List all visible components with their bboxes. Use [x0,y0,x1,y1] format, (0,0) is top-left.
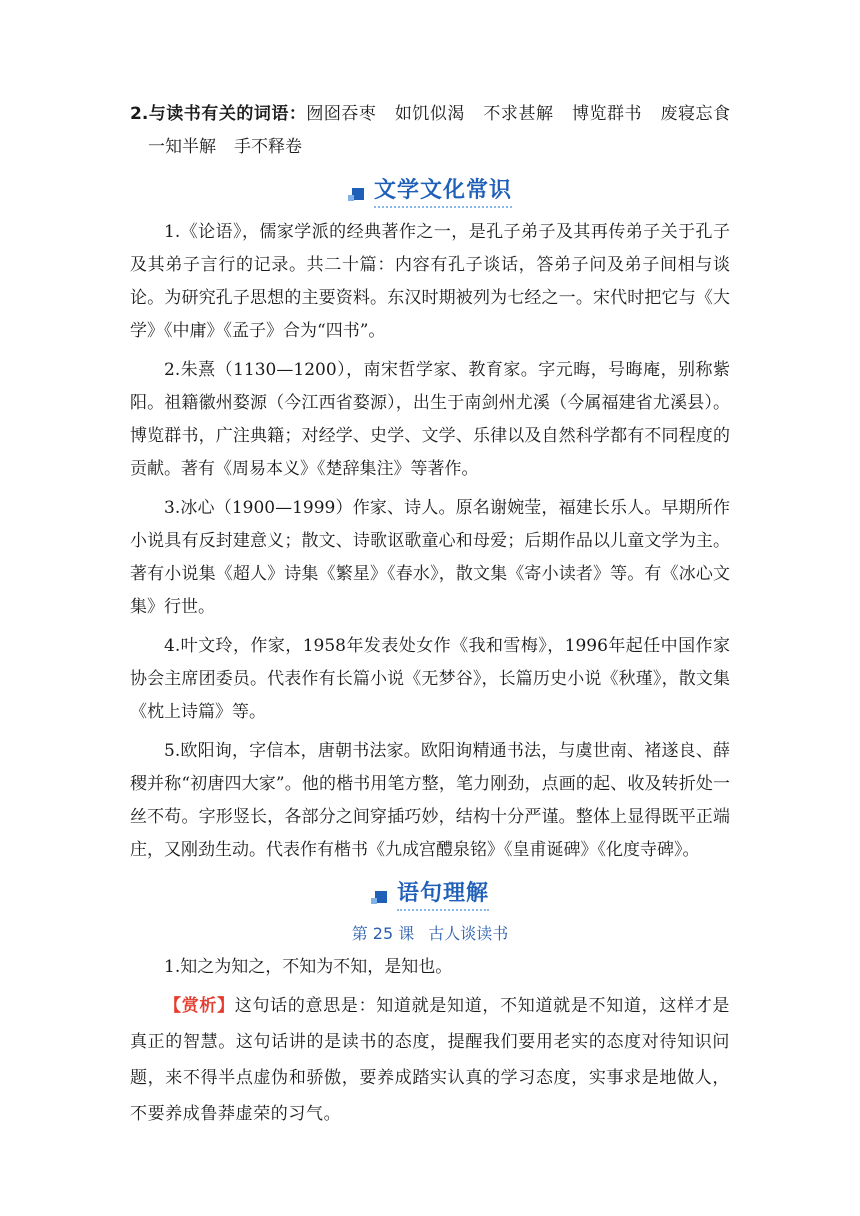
sentence-item: 1.知之为知之，不知为不知，是知也。 [164,957,453,977]
analysis-paragraph [130,988,730,1132]
section-bullet-icon [371,889,391,909]
literary-item: 2.朱熹（1130—1200），南宋哲学家、教育家。字元晦，号晦庵，别称紫阳。祖籍徽州婺源（今江西省婺源），出生于南剑州尤溪（今属福建省尤溪县）。博览群书，广注典籍；对经学、史学、文学、乐律以及自然科学都有不同程度的贡献。著有《周易本义》《楚辞集注》等著作。 [130,360,730,479]
section-header-literary [130,170,730,210]
reading-word: 如饥似渴 [394,104,465,124]
lesson-name: 古人谈读书 [428,924,509,943]
literary-item: 4.叶文玲，作家，1958年发表处女作《我和雪梅》，1996年起任中国作家协会主席团委员。代表作有长篇小说《无梦谷》，长篇历史小说《秋瑾》，散文集《枕上诗篇》等。 [130,636,730,722]
document-content [130,98,730,1132]
reading-word: 囫囵吞枣 [306,104,377,124]
analysis-text: 这句话的意思是：知道就是知道，不知道就是不知道，这样才是真正的智慧。这句话讲的是读书的态度，提醒我们要用老实的态度对待知识问题，来不得半点虚伪和骄傲，要养成踏实认真的学习态度，实事求是地做人，不要养成鲁莽虚荣的习气。 [130,996,730,1124]
section-title: 语句理解 [397,876,489,911]
literary-item: 3.冰心（1900—1999）作家、诗人。原名谢婉莹，福建长乐人。早期所作小说具有反封建意义；散文、诗歌讴歌童心和母爱；后期作品以儿童文学为主。著有小说集《超人》诗集《繁星》《春水》，散文集《寄小读者》等。有《冰心文集》行世。 [130,498,730,617]
reading-word: 废寝忘食 [659,104,731,124]
literary-item: 5.欧阳询，字信本，唐朝书法家。欧阳询精通书法，与虞世南、褚遂良、薛稷并称“初唐四大家”。他的楷书用笔方整，笔力刚劲，点画的起、收及转折处一丝不苟。字形竖长，各部分之间穿插巧妙，结构十分严谨。整体上显得既平正端庄，又刚劲生动。代表作有楷书《九成宫醴泉铭》《皇甫诞碑》《化度寺碑》。 [130,741,730,860]
reading-words-lead: 2.与读书有关的词语： [130,104,307,124]
analysis-tag: 【赏析】 [164,996,235,1016]
section-header-sentence [130,873,730,913]
reading-words-line [130,98,730,164]
literary-item: 1.《论语》，儒家学派的经典著作之一，是孔子弟子及其再传弟子关于孔子及其弟子言行的记录。共二十篇：内容有孔子谈话，答弟子问及弟子间相与谈论。为研究孔子思想的主要资料。东汉时期被列为七经之一。宋代时把它与《大学》《中庸》《孟子》合为“四书”。 [130,222,730,341]
reading-word: 一知半解 [148,137,216,157]
lesson-title [130,919,730,949]
reading-word: 手不释卷 [234,137,302,157]
reading-word: 博览群书 [571,104,642,124]
reading-word: 不求甚解 [482,104,554,124]
section-title: 文学文化常识 [374,173,512,208]
lesson-number: 第 25 课 [351,924,415,943]
section-bullet-icon [348,186,368,206]
